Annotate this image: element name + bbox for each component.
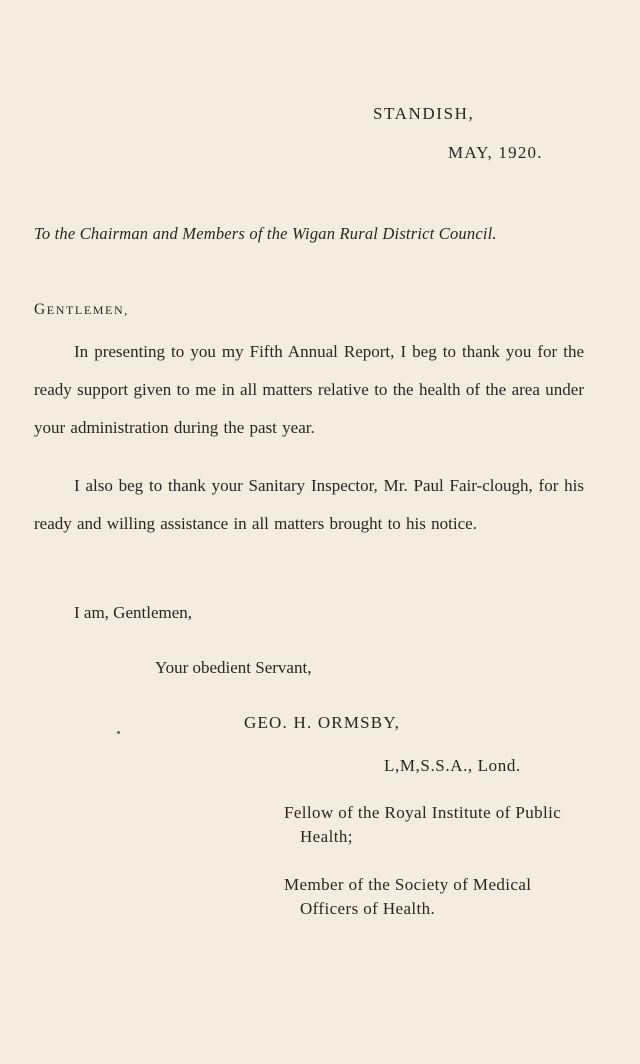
ink-speck [117,731,120,734]
credential-fellow: Fellow of the Royal Institute of Public Health; [284,803,562,846]
credential-member: Member of the Society of Medical Officers of Health. [284,875,532,918]
salutation [34,301,129,319]
closing-line-1: I am, Gentlemen, [74,603,193,622]
signatory-qualification: L,M,S.S.A., Lond. [384,756,521,775]
closing-line-2: Your obedient Servant, [155,658,312,677]
salutation-rest: ENTLEMEN, [46,303,129,317]
paragraph-thanks-inspector: I also beg to thank your Sanitary Inspector, Mr. Paul Fair-clough, for his ready and willing assistance in all matters brought to his notice. [34,476,584,533]
report-date: MAY, 1920. [448,143,543,162]
place-heading: STANDISH, [373,104,475,123]
signatory-name: GEO. H. ORMSBY, [244,713,401,732]
paragraph-thanks-council: In presenting to you my Fifth Annual Report, I beg to thank you for the ready support given to me in all matters relative to the health of the area under your administration during the past year. [34,342,584,437]
salutation-initial: G [34,301,47,318]
addressee-line: To the Chairman and Members of the Wigan Rural District Council. [34,224,497,243]
